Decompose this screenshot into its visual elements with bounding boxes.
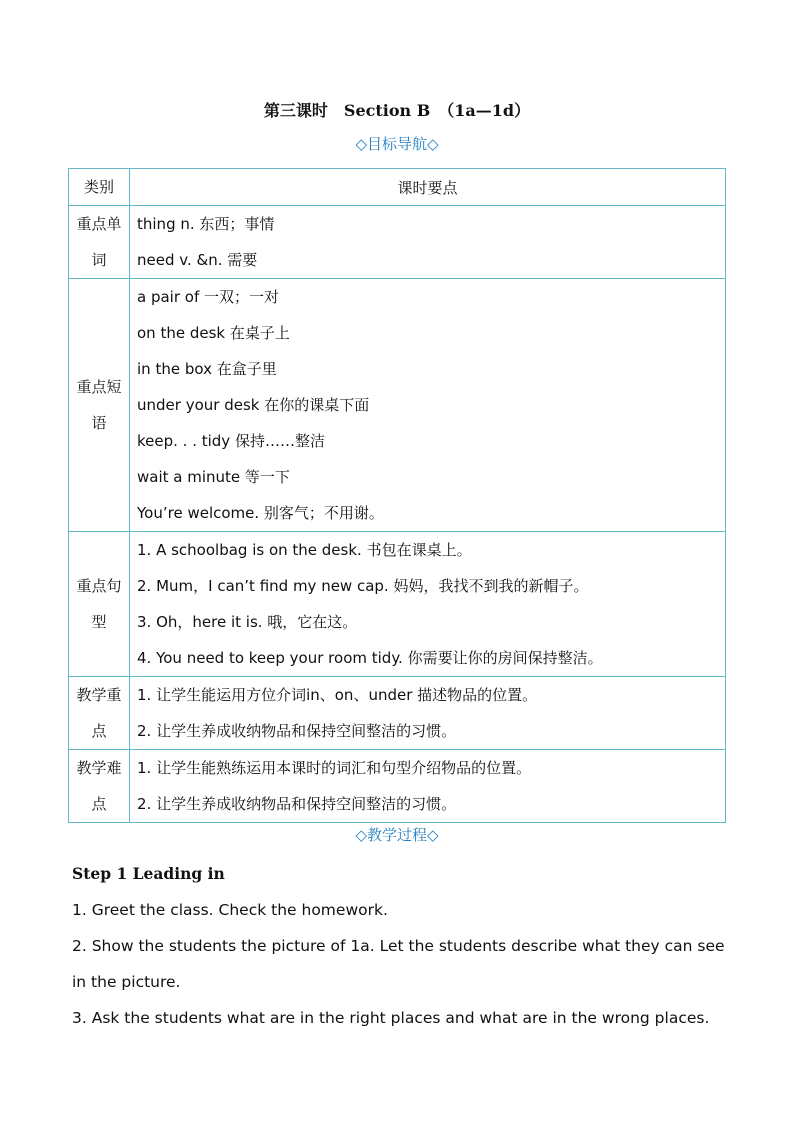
lesson-plan-table xyxy=(68,168,726,823)
content-line: 4. You need to keep your room tidy. 你需要让你的房间保持整洁。 xyxy=(137,649,603,667)
content-line: thing n. 东西；事情 xyxy=(137,215,275,233)
row-content xyxy=(130,532,726,677)
table-header-row xyxy=(69,169,726,206)
step-item: 1. Greet the class. Check the homework. xyxy=(72,901,388,919)
step-title: Step 1 Leading in xyxy=(72,864,225,883)
content-line: 1. 让学生能运用方位介词in、on、under 描述物品的位置。 xyxy=(137,686,538,704)
row-content xyxy=(130,677,726,750)
content-line: keep. . . tidy 保持……整洁 xyxy=(137,432,325,450)
header-points: 课时要点 xyxy=(130,169,726,206)
step-item: 3. Ask the students what are in the right places and what are in the wrong places. xyxy=(72,1009,710,1027)
content-line: You’re welcome. 别客气；不用谢。 xyxy=(137,504,384,522)
table-row xyxy=(69,279,726,532)
table-row xyxy=(69,677,726,750)
table-row xyxy=(69,750,726,823)
content-line: on the desk 在桌子上 xyxy=(137,324,290,342)
row-category: 教学难点 xyxy=(69,750,130,823)
row-category: 重点单词 xyxy=(69,206,130,279)
content-line: wait a minute 等一下 xyxy=(137,468,290,486)
content-line: need v. &n. 需要 xyxy=(137,251,258,269)
process-section-header: ◇教学过程◇ xyxy=(355,826,439,844)
content-line: 2. Mum，I can’t find my new cap. 妈妈，我找不到我的新帽子。 xyxy=(137,577,589,595)
content-line: 2. 让学生养成收纳物品和保持空间整洁的习惯。 xyxy=(137,722,457,740)
content-line: 1. 让学生能熟练运用本课时的词汇和句型介绍物品的位置。 xyxy=(137,759,532,777)
header-category: 类别 xyxy=(69,169,130,206)
content-line: in the box 在盒子里 xyxy=(137,360,277,378)
content-line: 2. 让学生养成收纳物品和保持空间整洁的习惯。 xyxy=(137,795,457,813)
content-line: a pair of 一双；一对 xyxy=(137,288,280,306)
content-line: 1. A schoolbag is on the desk. 书包在课桌上。 xyxy=(137,541,472,559)
row-content xyxy=(130,206,726,279)
lesson-title: 第三课时 Section B （1a—1d） xyxy=(263,101,531,120)
row-content xyxy=(130,750,726,823)
content-line: under your desk 在你的课桌下面 xyxy=(137,396,370,414)
step-item: 2. Show the students the picture of 1a. Let the students describe what they can see in the picture. xyxy=(72,937,725,991)
table-row xyxy=(69,532,726,677)
table-row xyxy=(69,206,726,279)
step-1-section xyxy=(72,856,732,1036)
row-category: 重点句型 xyxy=(69,532,130,677)
row-category: 教学重点 xyxy=(69,677,130,750)
content-line: 3. Oh，here it is. 哦，它在这。 xyxy=(137,613,358,631)
goal-section-header: ◇目标导航◇ xyxy=(355,135,439,153)
row-category: 重点短语 xyxy=(69,279,130,532)
row-content xyxy=(130,279,726,532)
